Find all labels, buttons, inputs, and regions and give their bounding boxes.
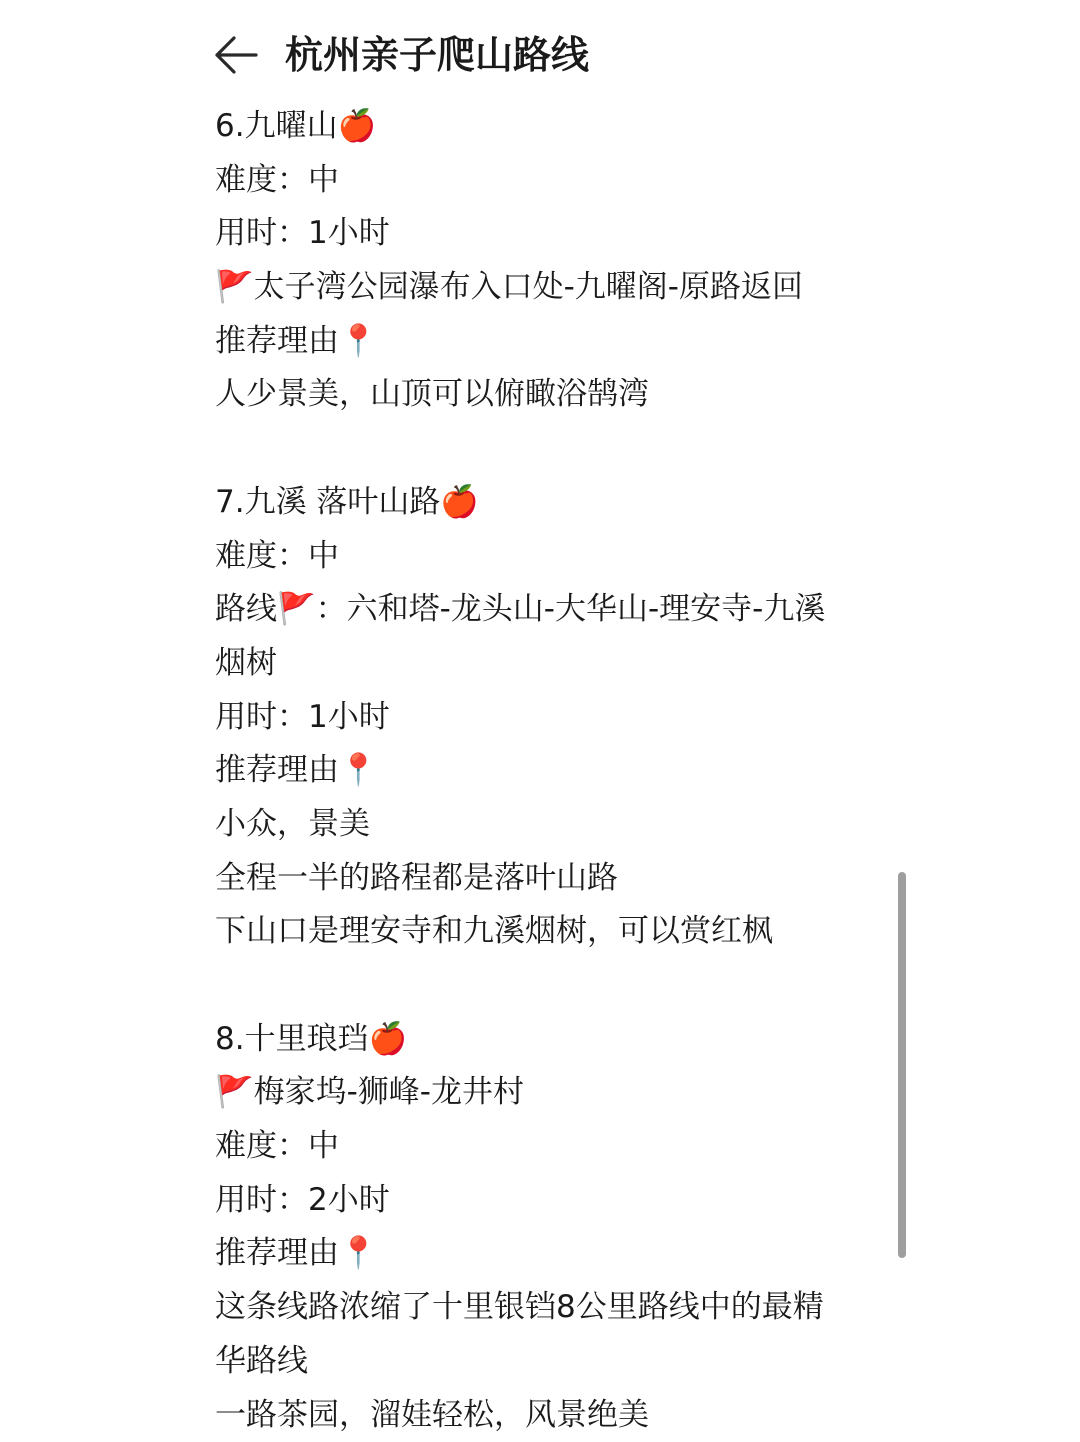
route-path-line: 🚩太子湾公园瀑布入口处-九曜阁-原路返回 bbox=[215, 261, 915, 315]
reason-text: 一路茶园，溜娃轻松，风景绝美 bbox=[215, 1389, 915, 1442]
scrollbar[interactable] bbox=[898, 872, 906, 1258]
difficulty-line: 难度：中 bbox=[215, 154, 915, 208]
reason-text: 华路线 bbox=[215, 1335, 915, 1389]
arrow-left-icon bbox=[210, 32, 266, 78]
route-path-line: 🚩梅家坞-狮峰-龙井村 bbox=[215, 1066, 915, 1120]
duration-line: 用时：2小时 bbox=[215, 1174, 915, 1228]
route-path-line-cont: 烟树 bbox=[215, 637, 915, 691]
reason-text: 下山口是理安寺和九溪烟树，可以赏红枫 bbox=[215, 905, 915, 959]
spacer bbox=[215, 959, 915, 1013]
route-title: 6.九曜山🍎 bbox=[215, 100, 915, 154]
spacer bbox=[215, 422, 915, 476]
route-title: 7.九溪 落叶山路🍎 bbox=[215, 476, 915, 530]
difficulty-line: 难度：中 bbox=[215, 530, 915, 584]
page-title: 杭州亲子爬山路线 bbox=[285, 28, 589, 82]
reason-text: 人少景美，山顶可以俯瞰浴鹄湾 bbox=[215, 368, 915, 422]
top-bar bbox=[0, 22, 1080, 92]
reason-heading: 推荐理由📍 bbox=[215, 1227, 915, 1281]
duration-line: 用时：1小时 bbox=[215, 207, 915, 261]
reason-text: 小众，景美 bbox=[215, 798, 915, 852]
reason-text: 全程一半的路程都是落叶山路 bbox=[215, 852, 915, 906]
difficulty-line: 难度：中 bbox=[215, 1120, 915, 1174]
reason-heading: 推荐理由📍 bbox=[215, 315, 915, 369]
route-title: 8.十里琅珰🍎 bbox=[215, 1013, 915, 1067]
duration-line: 用时：1小时 bbox=[215, 691, 915, 745]
reason-heading: 推荐理由📍 bbox=[215, 744, 915, 798]
back-button[interactable] bbox=[210, 32, 266, 78]
reason-text: 这条线路浓缩了十里银铛8公里路线中的最精 bbox=[215, 1281, 915, 1335]
note-content bbox=[215, 100, 915, 1442]
route-path-line: 路线🚩：六和塔-龙头山-大华山-理安寺-九溪 bbox=[215, 583, 915, 637]
